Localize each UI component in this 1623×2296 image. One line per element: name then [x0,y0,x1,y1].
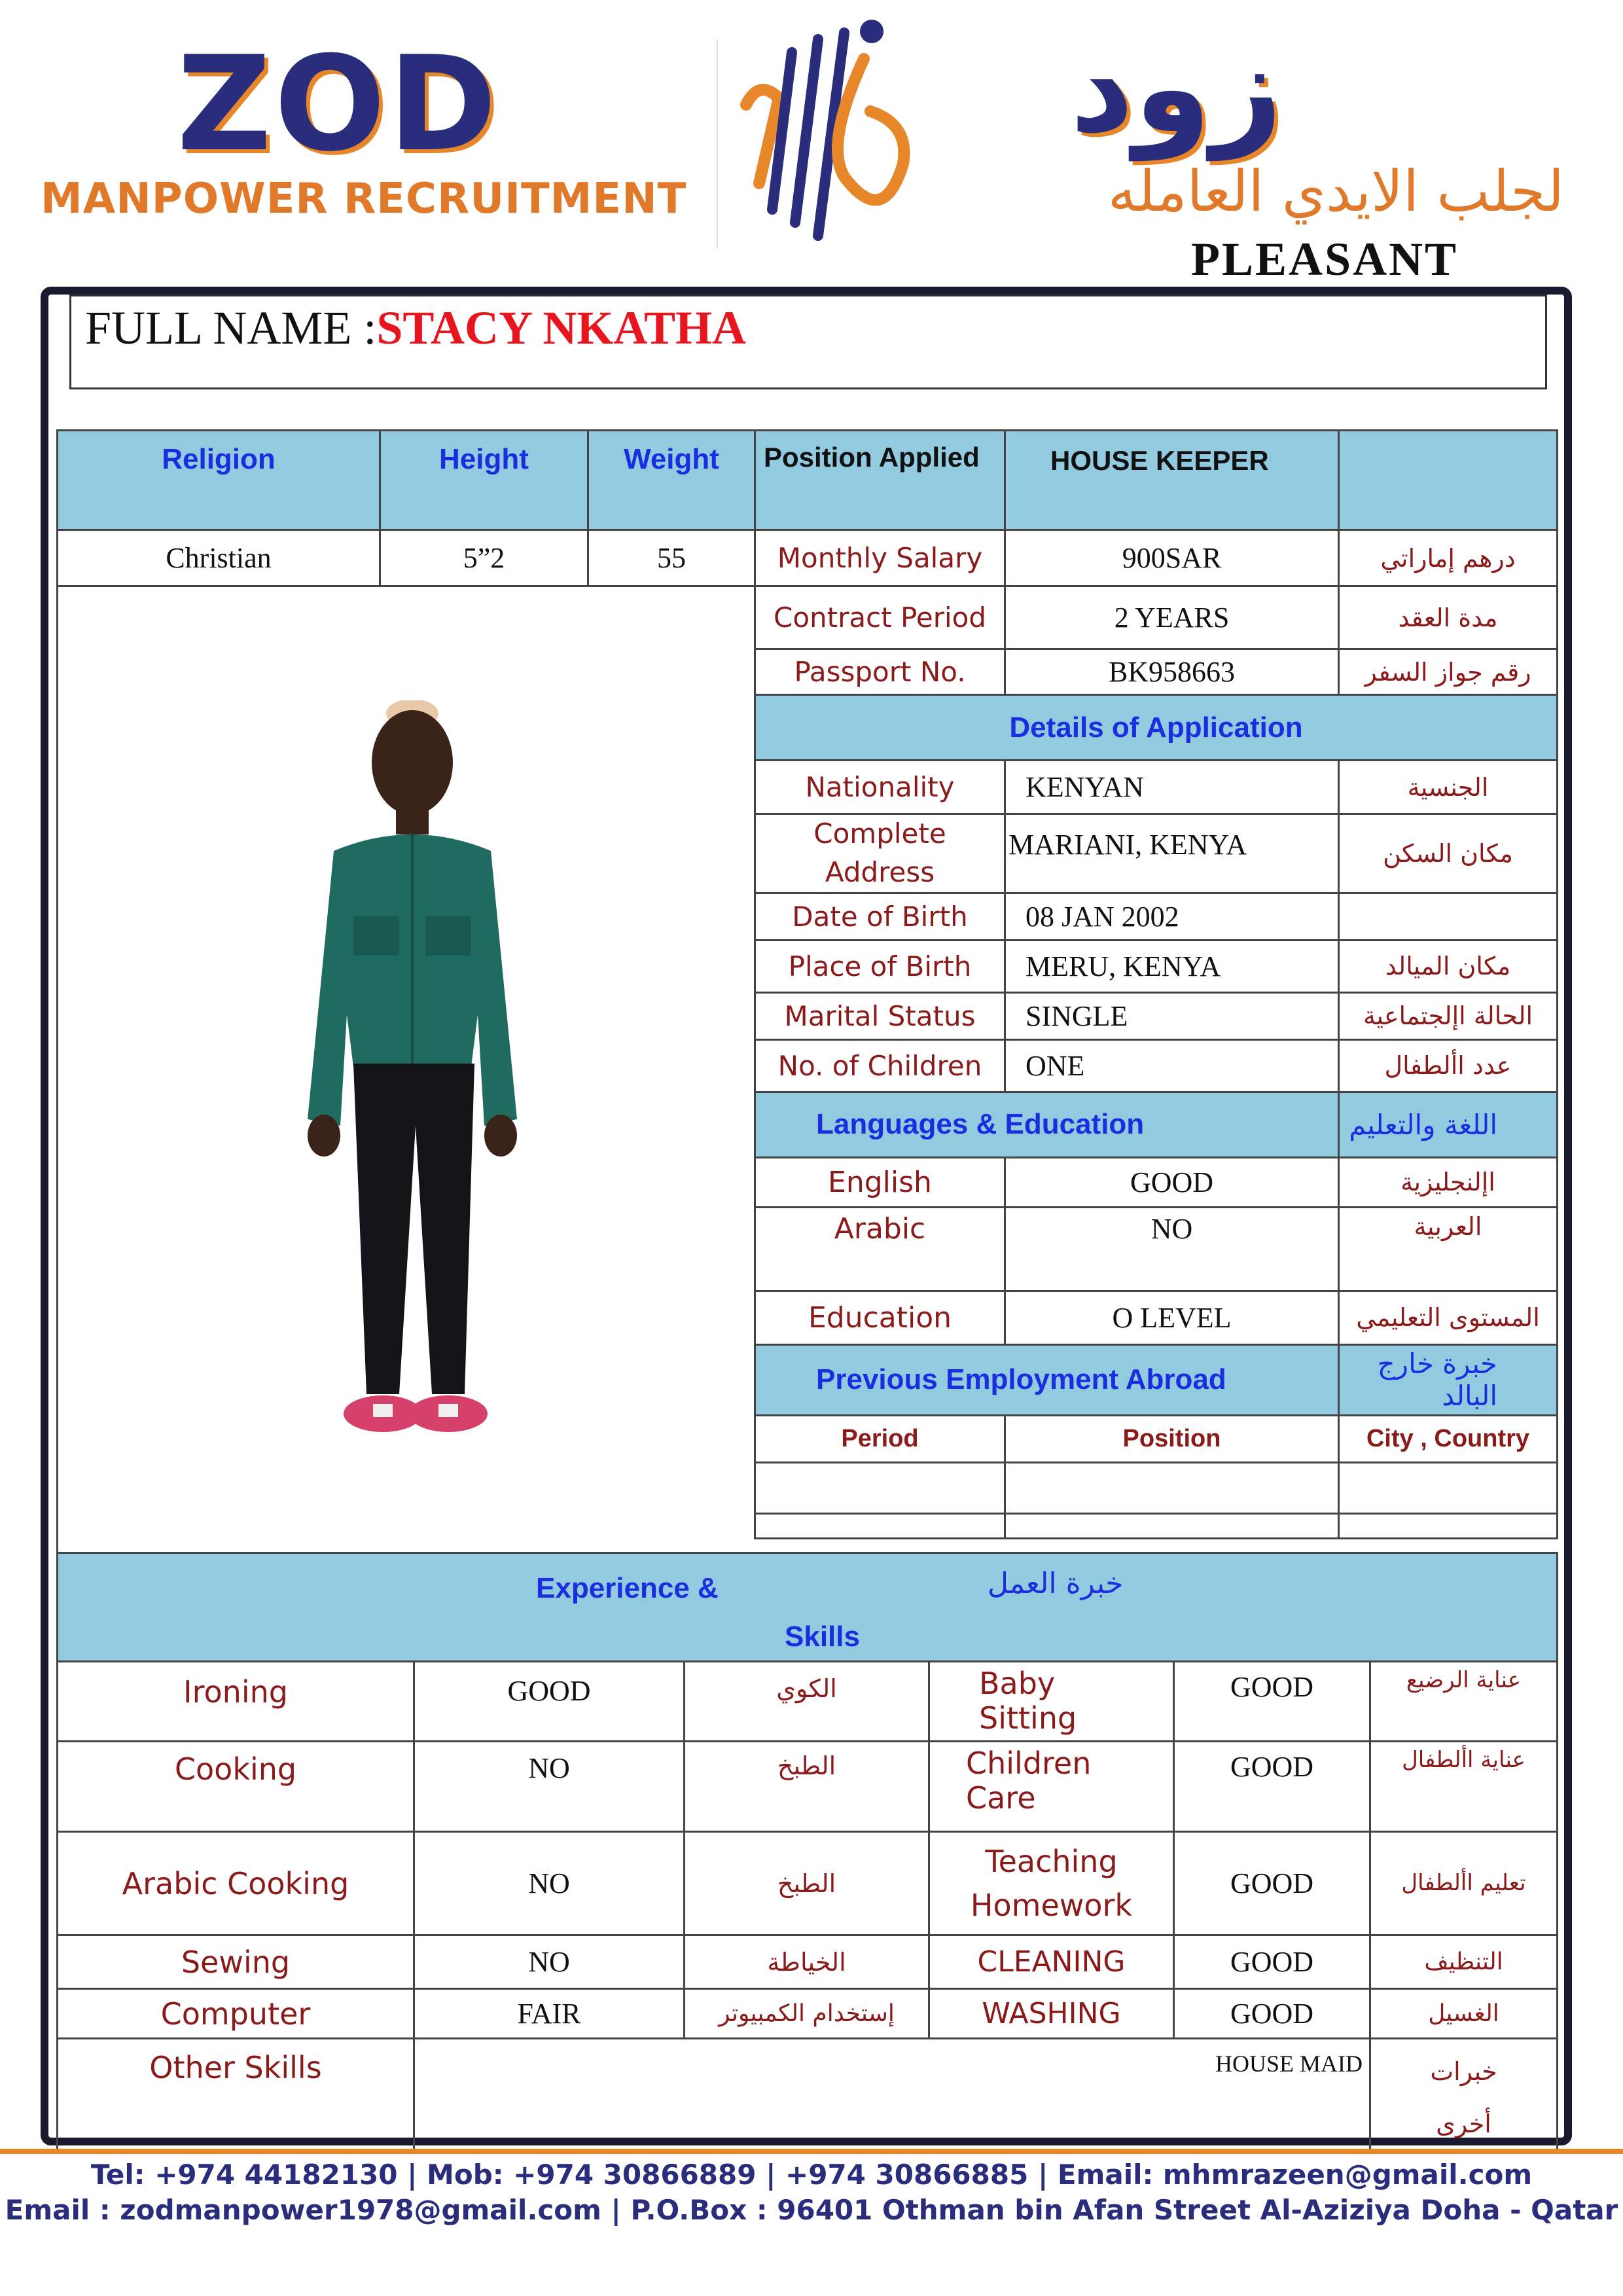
nationality-label: Nationality [755,761,1005,814]
height-value: 5”2 [380,530,588,586]
passport-value: BK958663 [1005,649,1339,695]
prev-cell [1339,1462,1558,1513]
skills-heading-cell [58,1553,1558,1662]
prev-cell [1339,1513,1558,1538]
prev-cell [1005,1462,1339,1513]
skill-washing-label: WASHING [929,1989,1174,2039]
weight-header: Weight [588,431,755,530]
skill-childcare-value: GOOD [1174,1742,1370,1832]
other-skills-value: HOUSE MAID [414,2039,1370,2152]
prev-cell [755,1513,1005,1538]
skill-teaching-ar: تعليم األطفال [1370,1832,1558,1935]
full-name-line [85,302,746,354]
children-value: ONE [1005,1039,1339,1092]
brand-tagline: MANPOWER RECRUITMENT [41,175,687,223]
religion-header: Religion [58,431,380,530]
salary-label: Monthly Salary [755,530,1005,586]
languages-heading: Languages & Education [755,1092,1339,1157]
previous-heading-ar: خبرة خارج البالد [1339,1344,1558,1415]
brand-logo-text: ZOD [177,28,500,181]
address-ar: مكان السكن [1339,814,1558,893]
other-skills-label: Other Skills [58,2039,414,2152]
skill-childcare-label: Children Care [929,1742,1174,1832]
skill-childcare-ar: عناية األطفال [1370,1742,1558,1832]
brand-emblem-icon [733,13,929,262]
city-country-header: City , Country [1339,1415,1558,1462]
skill-cooking-value: NO [414,1742,685,1832]
skill-computer-ar: إستخدام الكمبيوتر [685,1989,929,2039]
agency-name: PLEASANT [1191,233,1459,285]
arabic-value: NO [1005,1207,1339,1291]
english-label: English [755,1157,1005,1207]
pob-label: Place of Birth [755,940,1005,992]
dob-value: 08 JAN 2002 [1005,893,1339,940]
skill-sewing-ar: الخياطة [685,1935,929,1989]
skill-babysitting-value: GOOD [1174,1662,1370,1742]
prev-cell [755,1462,1005,1513]
address-value: MARIANI, KENYA [1005,814,1339,893]
dob-ar [1339,893,1558,940]
arabic-brand: زود [1070,16,1283,160]
dob-label: Date of Birth [755,893,1005,940]
skill-washing-ar: الغسيل [1370,1989,1558,2039]
skill-ironing-value: GOOD [414,1662,685,1742]
skill-washing-value: GOOD [1174,1989,1370,2039]
skill-computer-value: FAIR [414,1989,685,2039]
skill-ironing-ar: الكوي [685,1662,929,1742]
skill-arabic-cooking-ar: الطبخ [685,1832,929,1935]
skill-sewing-value: NO [414,1935,685,1989]
skill-teaching-value: GOOD [1174,1832,1370,1935]
full-name-label: FULL NAME : [85,302,377,354]
education-label: Education [755,1291,1005,1344]
prev-cell [1005,1513,1339,1538]
salary-ar: درهم إماراتي [1339,530,1558,586]
skill-babysitting-label: Baby Sitting [929,1662,1174,1742]
pob-value: MERU, KENYA [1005,940,1339,992]
basic-info-table [56,429,756,587]
religion-value: Christian [58,530,380,586]
address-label: Complete Address [755,814,1005,893]
full-name-value: STACY NKATHA [376,302,747,354]
details-heading: Details of Application [755,695,1558,761]
passport-label: Passport No. [755,649,1005,695]
skill-cleaning-label: CLEANING [929,1935,1174,1989]
children-label: No. of Children [755,1039,1005,1092]
arabic-label: Arabic [755,1207,1005,1291]
weight-value: 55 [588,530,755,586]
contract-label: Contract Period [755,586,1005,649]
salary-value: 900SAR [1005,530,1339,586]
children-ar: عدد األطفال [1339,1039,1558,1092]
arabic-tagline: لجلب الايدي العامله [1107,159,1564,224]
period-header: Period [755,1415,1005,1462]
position-col-header: Position [1005,1415,1339,1462]
skill-ironing-label: Ironing [58,1662,414,1742]
skill-cooking-ar: الطبخ [685,1742,929,1832]
position-header: Position Applied [755,431,1005,530]
skill-babysitting-ar: عناية الرضيع [1370,1662,1558,1742]
english-value: GOOD [1005,1157,1339,1207]
footer-divider [0,2149,1623,2154]
previous-heading: Previous Employment Abroad [755,1344,1339,1415]
left-border [56,586,58,1552]
candidate-photo [288,700,537,1453]
skill-sewing-label: Sewing [58,1935,414,1989]
skill-arabic-cooking-value: NO [414,1832,685,1935]
marital-label: Marital Status [755,992,1005,1039]
footer-contact-line: Tel: +974 44182130 | Mob: +974 30866889 | +974 30866885 | Email: mhmrazeen@gmail.com [90,2159,1533,2191]
education-value: O LEVEL [1005,1291,1339,1344]
other-skills-ar: خبرات أخرى [1370,2039,1558,2152]
english-ar: اإلنجليزية [1339,1157,1558,1207]
languages-heading-ar: اللغة والتعليم [1339,1092,1558,1157]
footer-address-line: Email : zodmanpower1978@gmail.com | P.O.Box : 96401 Othman bin Afan Street Al-Aziziya Doha - Qatar [5,2194,1618,2226]
height-header: Height [380,431,588,530]
skill-teaching-label: Teaching Homework [929,1832,1174,1935]
skill-arabic-cooking-label: Arabic Cooking [58,1832,414,1935]
arabic-ar: العربية [1339,1207,1558,1291]
education-ar: المستوى التعليمي [1339,1291,1558,1344]
skills-heading-2: Skills [785,1621,860,1653]
application-details-table [754,429,1558,1539]
contract-value: 2 YEARS [1005,586,1339,649]
marital-value: SINGLE [1005,992,1339,1039]
skills-table [56,1552,1558,2153]
contract-ar: مدة العقد [1339,586,1558,649]
skill-cleaning-ar: التنظيف [1370,1935,1558,1989]
position-value: HOUSE KEEPER [1005,431,1339,530]
passport-ar: رقم جواز السفر [1339,649,1558,695]
nationality-value: KENYAN [1005,761,1339,814]
pob-ar: مكان الميالد [1339,940,1558,992]
nationality-ar: الجنسية [1339,761,1558,814]
skill-computer-label: Computer [58,1989,414,2039]
skill-cooking-label: Cooking [58,1742,414,1832]
skill-cleaning-value: GOOD [1174,1935,1370,1989]
position-empty [1339,431,1558,530]
marital-ar: الحالة اإلجتماعية [1339,992,1558,1039]
skills-heading-ar: خبرة العمل [988,1567,1124,1600]
divider [717,39,718,249]
skills-heading: Experience & [536,1572,719,1604]
